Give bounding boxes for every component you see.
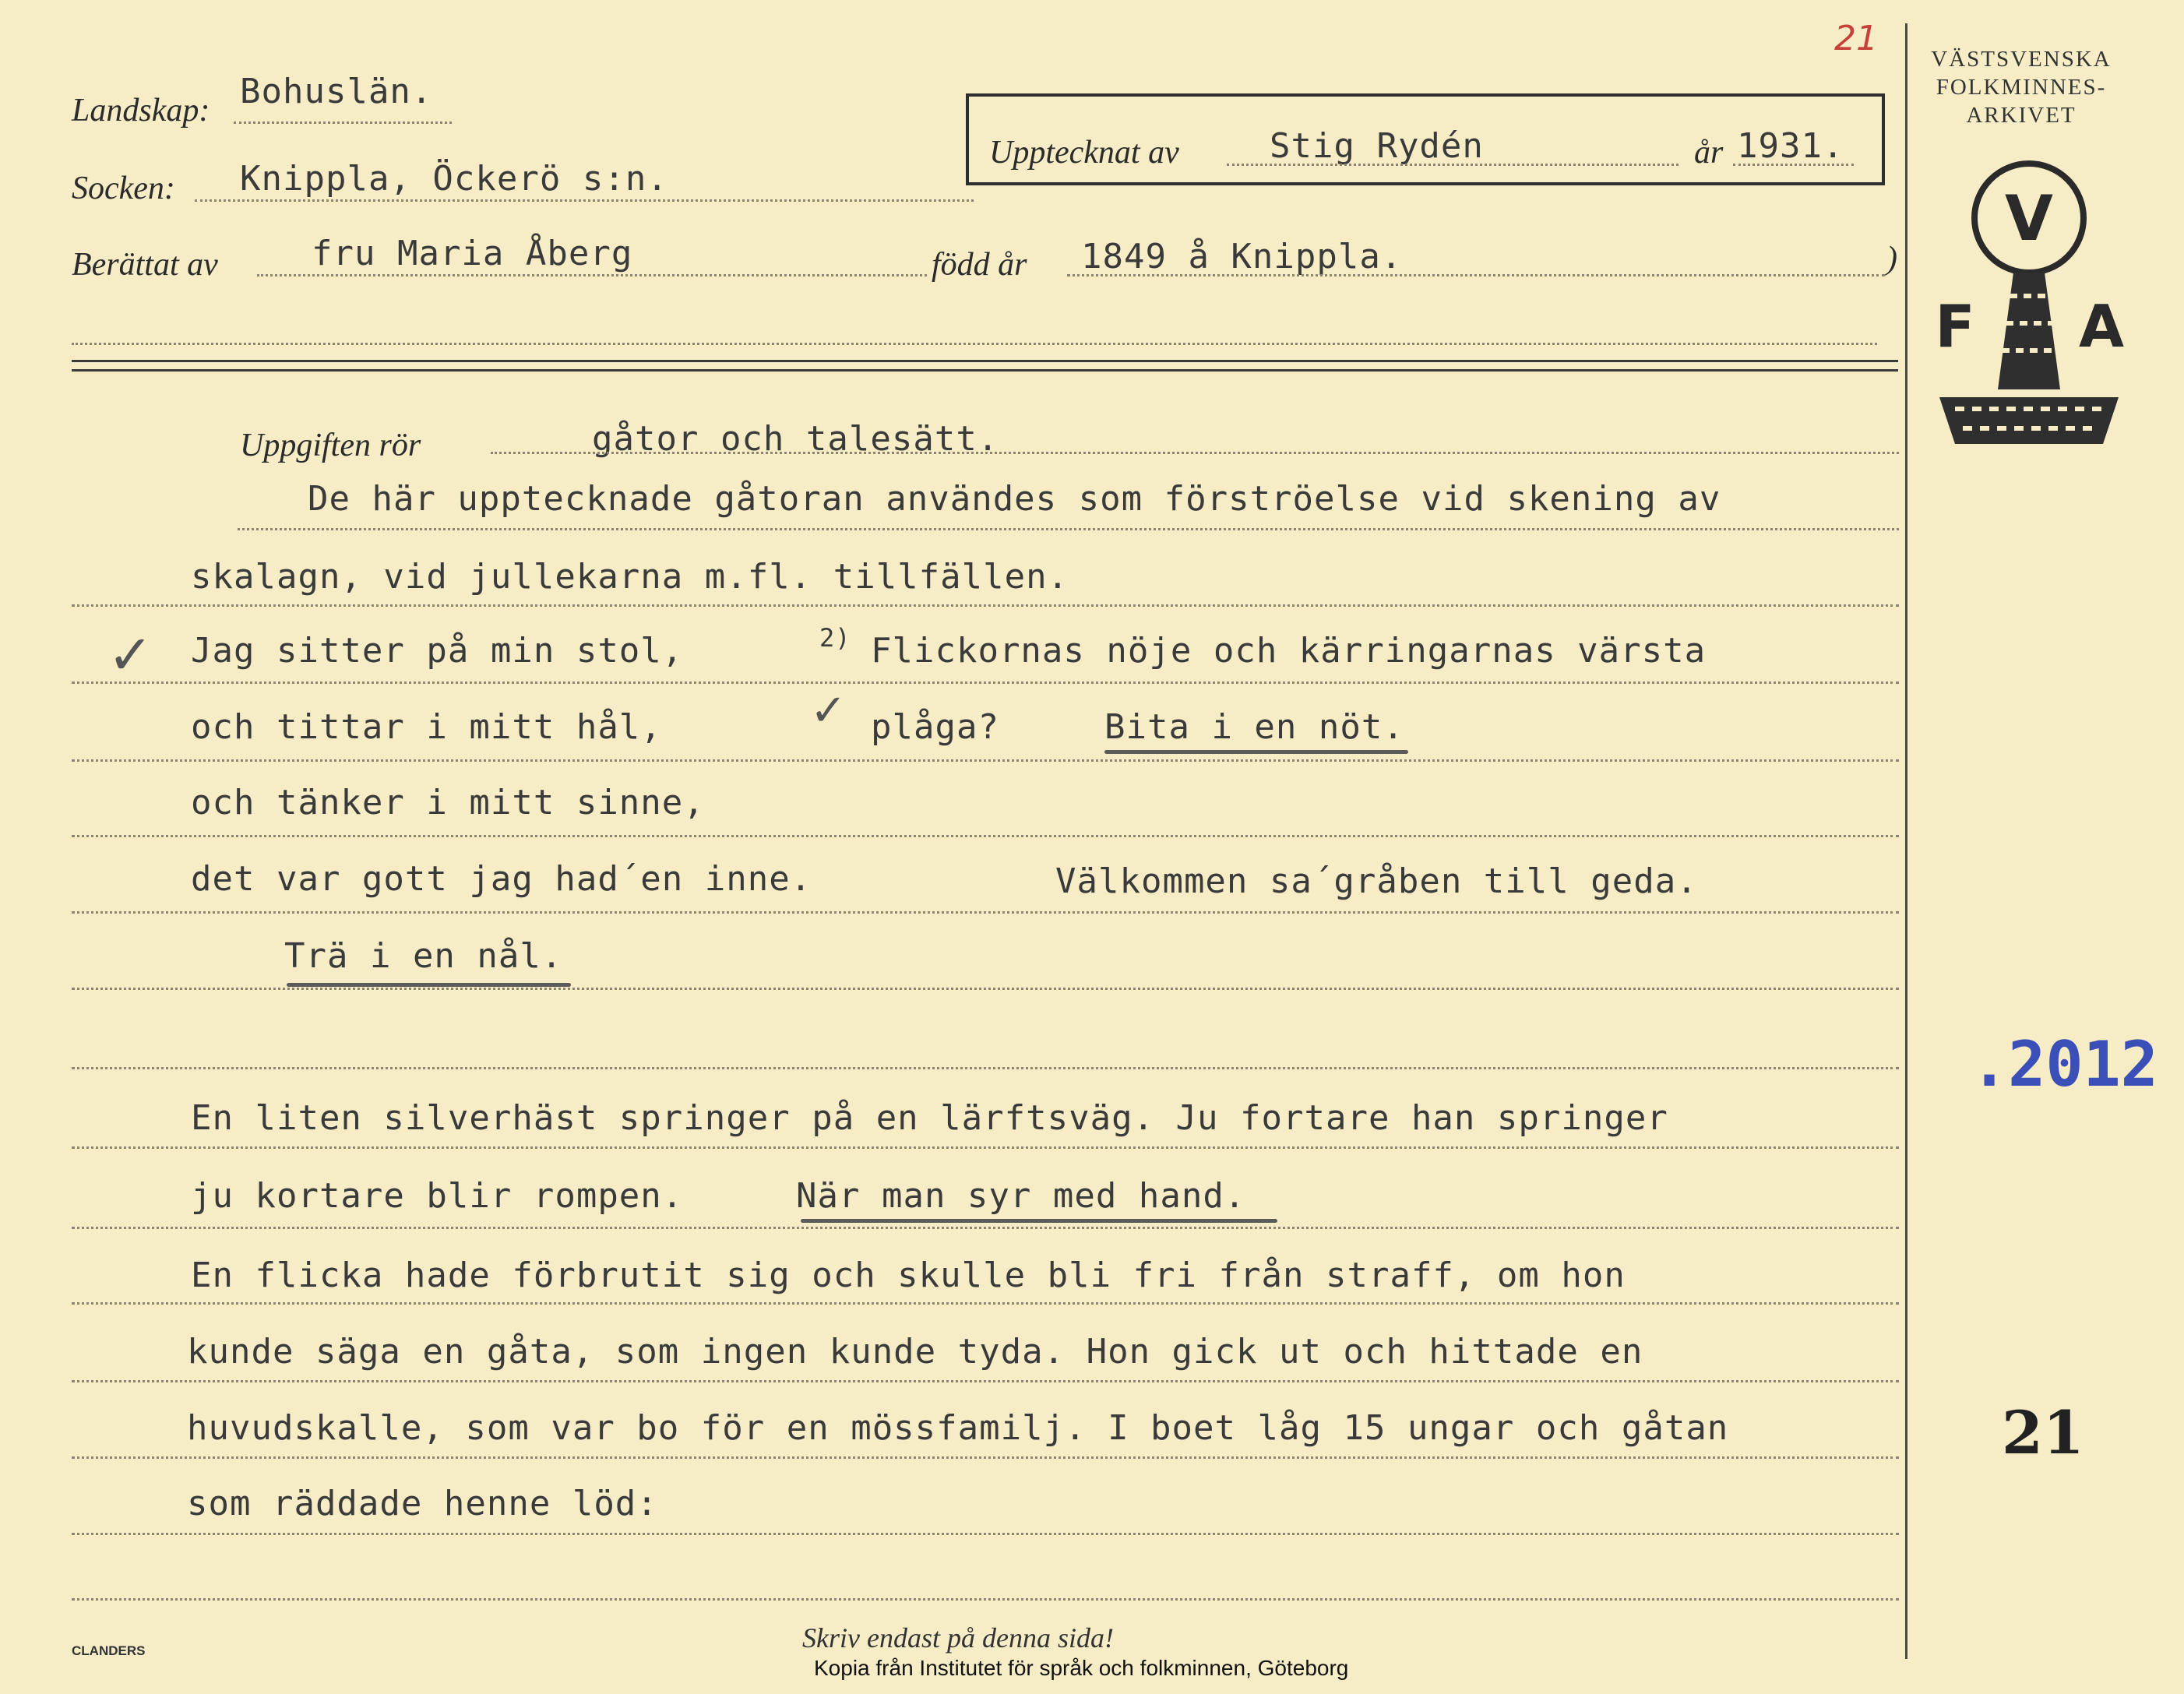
archive-name xyxy=(1924,45,2119,129)
story-line-3: huvudskalle, som var bo för en mössfamilj. I boet låg 15 ungar och gåtan xyxy=(187,1408,1729,1448)
story-line-4: som räddade henne löd: xyxy=(187,1484,658,1523)
ruled-line-7 xyxy=(72,988,1899,990)
riddle1-line-1: Jag sitter på min stol, xyxy=(191,631,684,671)
ruled-line-3 xyxy=(72,681,1899,684)
riddle2-answer: Bita i en nöt. xyxy=(1104,707,1404,747)
subject-value: gåtor och talesätt. xyxy=(592,419,999,459)
socken-label: Socken: xyxy=(72,171,175,206)
logo-letter-v: V xyxy=(2005,182,2053,255)
ar-value: 1931. xyxy=(1737,126,1844,166)
page-number: 21 xyxy=(2002,1398,2084,1467)
saying: Välkommen sa´gråben till geda. xyxy=(1055,861,1698,901)
riddle3-line-2: ju kortare blir rompen. xyxy=(191,1176,684,1216)
printer-mark: CLANDERS xyxy=(72,1643,146,1658)
landskap-value: Bohuslän. xyxy=(240,72,433,111)
ruled-line-6 xyxy=(72,911,1899,914)
header-rule-2 xyxy=(72,369,1898,372)
header-blank-line xyxy=(72,343,1877,345)
footer-copy-note: Kopia från Institutet för språk och folkminnen, Göteborg xyxy=(814,1656,1349,1680)
riddle3-answer: När man syr med hand. xyxy=(796,1176,1246,1216)
intro-line-1: De här upptecknade gåtoran användes som förströelse vid skening av xyxy=(308,479,1721,519)
fodd-paren: ) xyxy=(1886,241,1897,276)
ruled-line-5 xyxy=(72,835,1899,837)
checkmark-2: ✓ xyxy=(810,685,847,736)
archive-logo xyxy=(1924,156,2134,467)
landskap-label: Landskap: xyxy=(72,93,210,129)
ruled-line-11 xyxy=(72,1302,1899,1305)
riddle2-answer-underline xyxy=(1104,750,1408,754)
ruled-line-2 xyxy=(72,604,1899,607)
subject-label: Uppgiften rör xyxy=(240,428,421,463)
socken-line xyxy=(195,199,974,202)
story-line-1: En flicka hade förbrutit sig och skulle bli fri från straff, om hon xyxy=(191,1256,1626,1295)
riddle2-line-1: Flickornas nöje och kärringarnas värsta xyxy=(871,631,1707,671)
socken-value: Knippla, Öckerö s:n. xyxy=(240,159,668,199)
ruled-line-14 xyxy=(72,1533,1899,1535)
ar-label: år xyxy=(1694,135,1724,171)
berattat-label: Berättat av xyxy=(72,247,218,283)
riddle2-number: 2) xyxy=(819,623,851,653)
red-page-mark: 21 xyxy=(1834,19,1878,58)
fodd-value: 1849 å Knippla. xyxy=(1081,237,1403,276)
ruled-line-8 xyxy=(72,1067,1899,1069)
intro-line-2: skalagn, vid jullekarna m.fl. tillfällen. xyxy=(191,557,1069,597)
logo-letter-f: F xyxy=(1935,292,1975,361)
archive-name-line3: ARKIVET xyxy=(1966,103,2077,128)
header-rule-1 xyxy=(72,360,1898,362)
fodd-label: född år xyxy=(932,247,1027,283)
subject-line xyxy=(491,452,1899,454)
riddle1-answer-underline xyxy=(287,983,571,987)
ruled-line-15 xyxy=(72,1598,1899,1601)
checkmark-1: ✓ xyxy=(107,623,153,687)
upptecknat-line xyxy=(1227,164,1679,166)
archive-name-line1: VÄSTSVENSKA xyxy=(1931,47,2112,72)
footer-instruction: Skriv endast på denna sida! xyxy=(802,1622,1114,1653)
berattat-value: fru Maria Åberg xyxy=(312,234,633,273)
archive-stamp-number: .2012 xyxy=(1971,1028,2158,1101)
riddle1-answer: Trä i en nål. xyxy=(284,936,563,976)
ruled-line-1 xyxy=(238,528,1899,530)
riddle1-line-2: och tittar i mitt hål, xyxy=(191,707,662,747)
ruled-line-10 xyxy=(72,1227,1899,1229)
riddle1-line-4: det var gott jag had´en inne. xyxy=(191,859,812,899)
fodd-line xyxy=(1067,274,1885,276)
riddle2-line-2: plåga? xyxy=(871,707,999,747)
ruled-line-13 xyxy=(72,1456,1899,1459)
riddle3-line-1: En liten silverhäst springer på en lärftsväg. Ju fortare han springer xyxy=(191,1098,1668,1138)
archive-column-divider xyxy=(1905,23,1907,1659)
ruled-line-4 xyxy=(72,759,1899,762)
upptecknat-value: Stig Rydén xyxy=(1270,126,1484,166)
story-line-2: kunde säga en gåta, som ingen kunde tyda. Hon gick ut och hittade en xyxy=(187,1332,1643,1372)
ar-line xyxy=(1733,164,1854,166)
archive-name-line2: FOLKMINNES- xyxy=(1936,75,2107,100)
berattat-line xyxy=(257,274,927,276)
ruled-line-9 xyxy=(72,1146,1899,1149)
upptecknat-label: Upptecknat av xyxy=(989,135,1179,171)
riddle1-line-3: och tänker i mitt sinne, xyxy=(191,783,705,822)
riddle3-answer-underline xyxy=(801,1219,1277,1223)
logo-letter-a: A xyxy=(2078,292,2125,361)
landskap-line xyxy=(234,122,452,124)
ruled-line-12 xyxy=(72,1380,1899,1382)
